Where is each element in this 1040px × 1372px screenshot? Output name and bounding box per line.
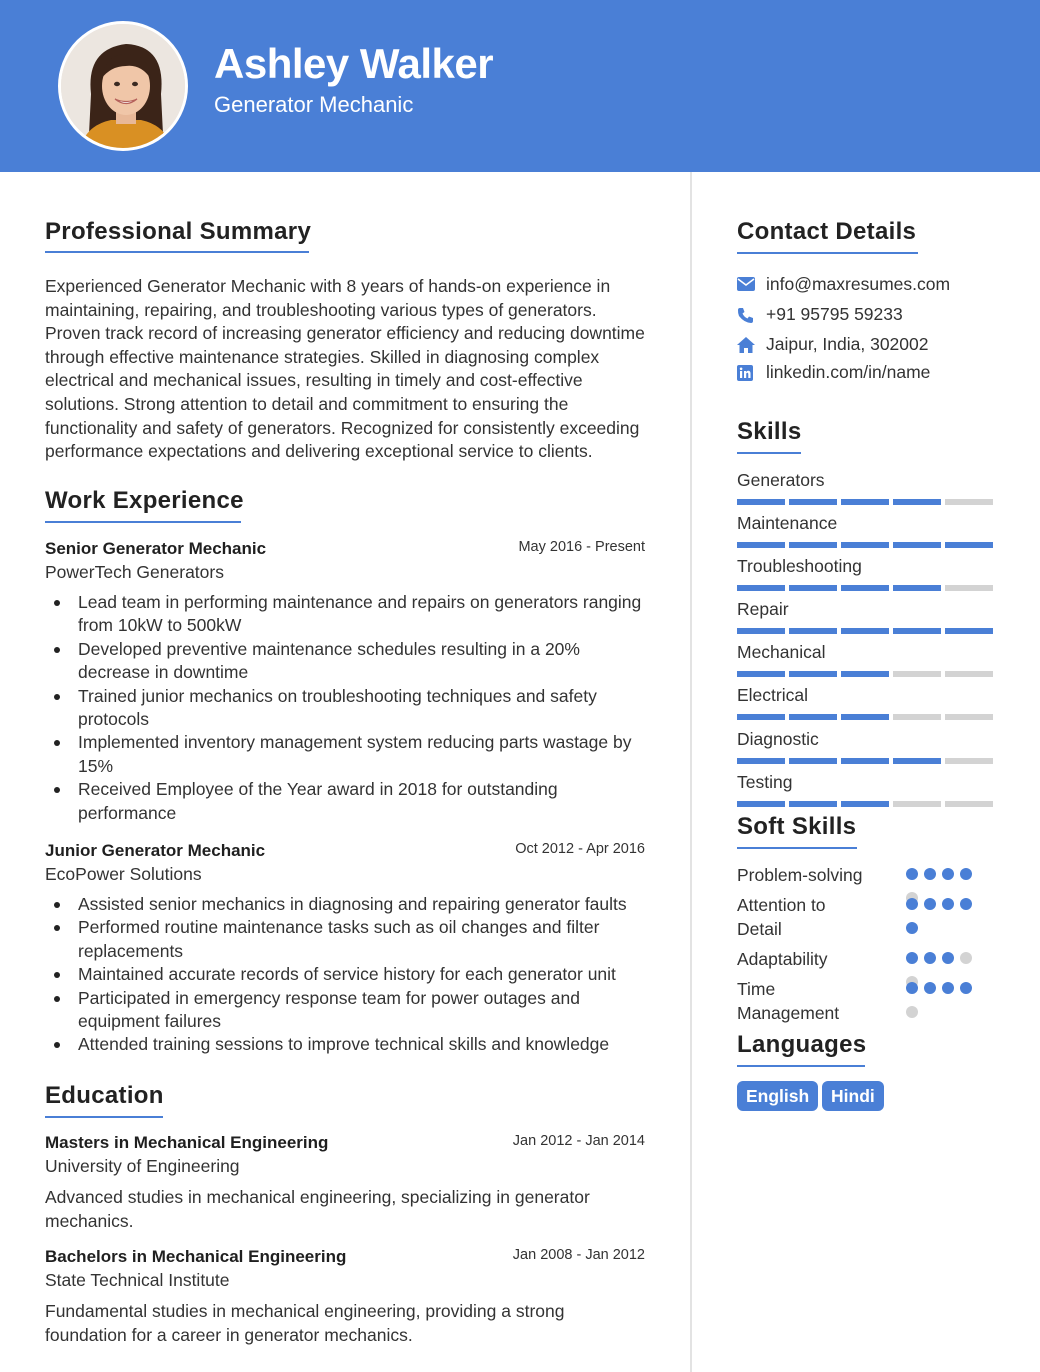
job-date: Oct 2012 - Apr 2016 [515, 841, 645, 857]
skill-segment-filled [789, 628, 837, 634]
skill-segment-filled [841, 499, 889, 505]
section-title-education: Education [45, 1082, 164, 1109]
skill-segment-filled [893, 628, 941, 634]
skill-segment-empty [945, 714, 993, 720]
rating-dot-filled [924, 898, 936, 910]
contact-phone[interactable] [737, 304, 1017, 326]
home-icon [737, 337, 755, 353]
section-title-soft-skills: Soft Skills [737, 813, 857, 840]
skill-segment-filled [893, 758, 941, 764]
job-bullet: Maintained accurate records of service history for each generator unit [78, 963, 648, 986]
education-item [45, 1133, 645, 1238]
soft-skill-rating [906, 982, 978, 1022]
skill-label: Generators [737, 470, 825, 490]
job-role: Junior Generator Mechanic [45, 841, 266, 860]
skill-segment-filled [737, 801, 785, 807]
skill-segment-filled [841, 714, 889, 720]
linkedin-icon [737, 365, 753, 381]
skill-segment-filled [789, 801, 837, 807]
skill-segment-filled [737, 758, 785, 764]
education-date: Jan 2012 - Jan 2014 [512, 1133, 645, 1149]
job-bullet: Lead team in performing maintenance and repairs on generators ranging from 10kW to 500kW [78, 591, 648, 638]
skill-bar [737, 801, 993, 807]
contact-email[interactable] [737, 274, 1017, 296]
section-underline [737, 452, 801, 454]
envelope-icon [737, 277, 755, 291]
skill-segment-filled [841, 585, 889, 591]
skill-label: Mechanical [737, 642, 826, 662]
section-title-summary: Professional Summary [45, 218, 312, 245]
skill-bar [737, 758, 993, 764]
skill-segment-filled [789, 542, 837, 548]
skill-segment-filled [789, 499, 837, 505]
skill-segment-empty [945, 758, 993, 764]
experience-item [45, 539, 645, 829]
rating-dot-filled [906, 922, 918, 934]
contact-linkedin[interactable] [737, 362, 1017, 384]
job-company: PowerTech Generators [45, 562, 224, 582]
skill-segment-empty [893, 801, 941, 807]
skill-segment-filled [789, 714, 837, 720]
rating-dot-filled [924, 868, 936, 880]
skill-bar [737, 714, 993, 720]
skill-segment-empty [893, 671, 941, 677]
section-underline [737, 847, 857, 849]
education-description: Advanced studies in mechanical engineering, specializing in generator mechanics. [45, 1187, 590, 1232]
job-bullet: Trained junior mechanics on troubleshooting techniques and safety protocols [78, 685, 648, 732]
column-divider [690, 172, 692, 1372]
section-title-experience: Work Experience [45, 487, 244, 514]
soft-skill-label: Time Management [737, 979, 840, 1023]
job-role: Senior Generator Mechanic [45, 539, 267, 558]
skill-label: Maintenance [737, 513, 838, 533]
skill-label: Testing [737, 772, 793, 792]
skill-segment-filled [737, 714, 785, 720]
rating-dot-filled [906, 868, 918, 880]
section-title-contact: Contact Details [737, 218, 917, 245]
job-bullet: Implemented inventory management system reducing parts wastage by 15% [78, 731, 648, 778]
rating-dot-filled [942, 982, 954, 994]
skill-segment-filled [737, 628, 785, 634]
job-bullet: Participated in emergency response team for power outages and equipment failures [78, 987, 648, 1034]
skill-bar [737, 671, 993, 677]
skill-segment-filled [737, 542, 785, 548]
section-underline [737, 252, 918, 254]
soft-skill-label: Attention to Detail [737, 895, 826, 939]
section-underline [737, 1065, 865, 1067]
education-description: Fundamental studies in mechanical engineering, providing a strong foundation for a career in generator mechanics. [45, 1301, 565, 1346]
rating-dot-filled [906, 898, 918, 910]
soft-skill-label: Problem-solving [737, 865, 863, 885]
rating-dot-filled [960, 868, 972, 880]
skill-bar [737, 542, 993, 548]
skill-label: Electrical [737, 685, 808, 705]
language-badge: English [737, 1081, 818, 1111]
rating-dot-filled [942, 952, 954, 964]
skill-segment-filled [737, 585, 785, 591]
skill-segment-empty [945, 801, 993, 807]
skill-segment-filled [841, 671, 889, 677]
rating-dot-filled [906, 982, 918, 994]
contact-linkedin-text: linkedin.com/in/name [766, 362, 931, 382]
contact-address-text: Jaipur, India, 302002 [766, 334, 929, 354]
rating-dot-empty [960, 952, 972, 964]
skill-segment-empty [945, 499, 993, 505]
rating-dot-filled [960, 898, 972, 910]
skill-label: Diagnostic [737, 729, 819, 749]
skill-segment-filled [737, 671, 785, 677]
skill-segment-filled [841, 542, 889, 548]
phone-icon [737, 307, 754, 324]
job-date: May 2016 - Present [518, 539, 645, 555]
job-bullets [78, 893, 648, 1057]
skill-segment-filled [841, 628, 889, 634]
skill-segment-filled [737, 499, 785, 505]
degree: Bachelors in Mechanical Engineering [45, 1247, 347, 1266]
rating-dot-empty [906, 1006, 918, 1018]
contact-phone-text: +91 95795 59233 [766, 304, 903, 324]
job-company: EcoPower Solutions [45, 864, 202, 884]
section-underline [45, 251, 309, 253]
degree: Masters in Mechanical Engineering [45, 1133, 329, 1152]
skill-segment-filled [893, 499, 941, 505]
section-title-skills: Skills [737, 418, 802, 445]
skill-label: Troubleshooting [737, 556, 862, 576]
skill-segment-filled [945, 628, 993, 634]
skill-segment-filled [789, 758, 837, 764]
soft-skill-rating [906, 898, 978, 938]
skill-segment-filled [893, 542, 941, 548]
rating-dot-filled [906, 952, 918, 964]
experience-item [45, 841, 645, 1081]
education-date: Jan 2008 - Jan 2012 [512, 1247, 645, 1263]
skill-segment-empty [945, 671, 993, 677]
skill-segment-filled [789, 671, 837, 677]
soft-skill-label: Adaptability [737, 949, 828, 969]
profile-photo [58, 21, 188, 151]
skill-segment-filled [841, 758, 889, 764]
rating-dot-filled [942, 868, 954, 880]
school: University of Engineering [45, 1156, 240, 1176]
section-underline [45, 521, 241, 523]
rating-dot-filled [924, 982, 936, 994]
skill-segment-empty [893, 714, 941, 720]
candidate-title: Generator Mechanic [214, 92, 414, 117]
job-bullet: Received Employee of the Year award in 2018 for outstanding performance [78, 778, 648, 825]
school: State Technical Institute [45, 1270, 230, 1290]
rating-dot-filled [924, 952, 936, 964]
contact-email-text: info@maxresumes.com [766, 274, 951, 294]
rating-dot-filled [942, 898, 954, 910]
skill-segment-filled [945, 542, 993, 548]
candidate-name: Ashley Walker [214, 40, 494, 87]
skill-bar [737, 628, 993, 634]
rating-dot-filled [960, 982, 972, 994]
job-bullet: Assisted senior mechanics in diagnosing and repairing generator faults [78, 893, 648, 916]
skill-label: Repair [737, 599, 789, 619]
section-title-languages: Languages [737, 1031, 867, 1058]
skill-segment-filled [893, 585, 941, 591]
resume-header [0, 0, 1040, 172]
job-bullet: Developed preventive maintenance schedules resulting in a 20% decrease in downtime [78, 638, 648, 685]
skill-segment-filled [841, 801, 889, 807]
skill-segment-filled [789, 585, 837, 591]
skill-bar [737, 499, 993, 505]
skill-segment-empty [945, 585, 993, 591]
job-bullet: Attended training sessions to improve technical skills and knowledge [78, 1033, 648, 1056]
portrait-illustration [61, 24, 188, 151]
job-bullet: Performed routine maintenance tasks such as oil changes and filter replacements [78, 916, 648, 963]
language-badge: Hindi [822, 1081, 884, 1111]
summary-text: Experienced Generator Mechanic with 8 years of hands-on experience in maintaining, repairing, and troubleshooting various types of generators. Proven track record of increasing generator efficiency and reducing downtime through effective maintenance strategies. Skilled in diagnosing complex electrical and mechanical issues, resulting in timely and cost-effective solutions. Strong attention to detail and commitment to ensuring the functionality and safety of generators. Recognized for consistently exceeding performance expectations and delivering exceptional service to clients. [45, 276, 645, 462]
education-item [45, 1247, 645, 1352]
job-bullets [78, 591, 648, 825]
skill-bar [737, 585, 993, 591]
section-underline [45, 1116, 163, 1118]
contact-address [737, 334, 1017, 356]
